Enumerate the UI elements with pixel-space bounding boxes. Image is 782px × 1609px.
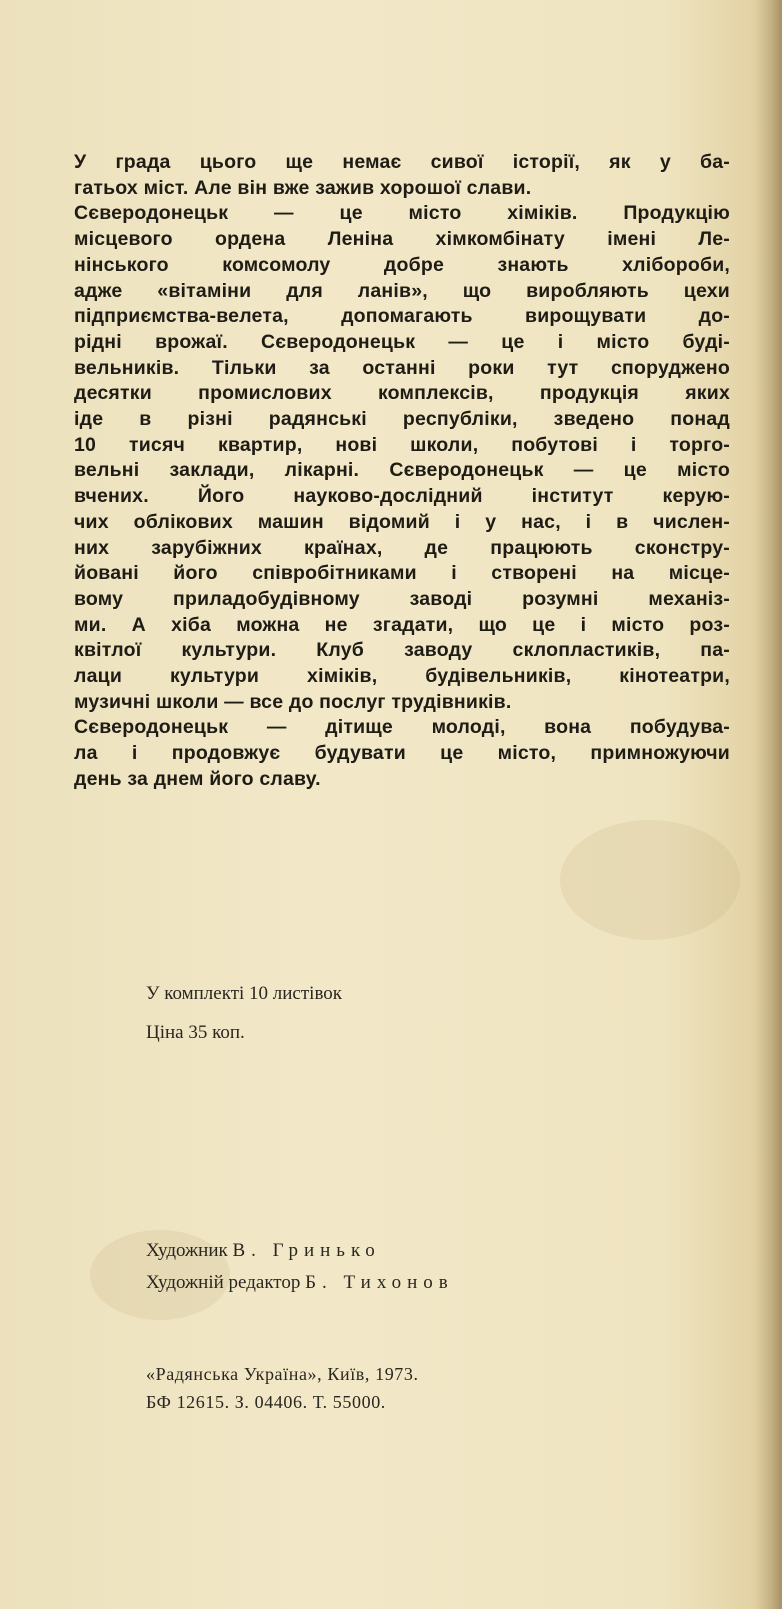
- publisher-imprint: «Радянська Україна», Київ, 1973.: [146, 1364, 419, 1384]
- text-line: йовані його співробітниками і створені на місце-: [74, 562, 730, 585]
- paper-stain: [560, 820, 740, 940]
- editor-credit: [146, 1272, 454, 1294]
- page-edge-shadow: [756, 0, 782, 1609]
- text-line: ми. А хіба можна не згадати, що це і місто роз-: [74, 613, 730, 636]
- editor-title: Художній редактор: [146, 1272, 301, 1293]
- text-line: десятки промислових комплексів, продукція яких: [74, 382, 730, 405]
- text-line: Сєверодонецьк — це місто хіміків. Продукцію: [74, 202, 730, 225]
- print-codes: БФ 12615. З. 04406. Т. 55000.: [146, 1392, 386, 1412]
- text-line: вельників. Тільки за останні роки тут споруджено: [74, 356, 730, 379]
- text-line: чих облікових машин відомий і у нас, і в числен-: [74, 510, 730, 533]
- text-line: квітлої культури. Клуб заводу склопластиків, па-: [74, 639, 730, 662]
- text-line: нінського комсомолу добре знають хлібороби,: [74, 253, 730, 276]
- text-line: вельні заклади, лікарні. Сєверодонецьк — це місто: [74, 459, 730, 482]
- artist-title: Художник: [146, 1240, 228, 1261]
- artist-credit: [146, 1240, 381, 1262]
- text-line: підприємства-велета, допомагають вирощувати до-: [74, 305, 730, 328]
- text-line: адже «вітаміни для ланів», що виробляють цехи: [74, 279, 730, 302]
- text-line: рідні врожаї. Сєверодонецьк — це і місто буді-: [74, 330, 730, 353]
- price-label: Ціна 35 коп.: [146, 1022, 245, 1043]
- text-line: лаци культури хіміків, будівельників, кінотеатри,: [74, 665, 730, 688]
- text-line: гатьох міст. Але він вже зажив хорошої слави.: [74, 176, 532, 199]
- text-line: У града цього ще немає сивої історії, як у ба-: [74, 151, 730, 173]
- text-line: Сєверодонецьк — дітище молоді, вона побудува-: [74, 716, 730, 739]
- text-line: місцевого ордена Леніна хімкомбінату імені Ле-: [74, 228, 730, 251]
- artist-name: В. Гринько: [232, 1240, 381, 1261]
- text-line: ла і продовжує будувати це місто, примножуючи: [74, 742, 730, 765]
- text-line: іде в різні радянські республіки, зведено понад: [74, 408, 730, 431]
- text-line: вому приладобудівному заводі розумні механіз-: [74, 587, 730, 610]
- text-line: день за днем його славу.: [74, 767, 321, 790]
- editor-name: Б. Тихонов: [305, 1272, 454, 1293]
- text-line: вчених. Його науково-дослідний інститут керую-: [74, 485, 730, 508]
- text-line: музичні школи — все до послуг трудівників.: [74, 690, 512, 713]
- text-line: 10 тисяч квартир, нові школи, побутові і торго-: [74, 433, 730, 456]
- history-text-block: [74, 150, 730, 793]
- set-count-label: У комплекті 10 листівок: [146, 983, 343, 1004]
- text-line: них зарубіжних країнах, де працюють сконстру-: [74, 536, 730, 559]
